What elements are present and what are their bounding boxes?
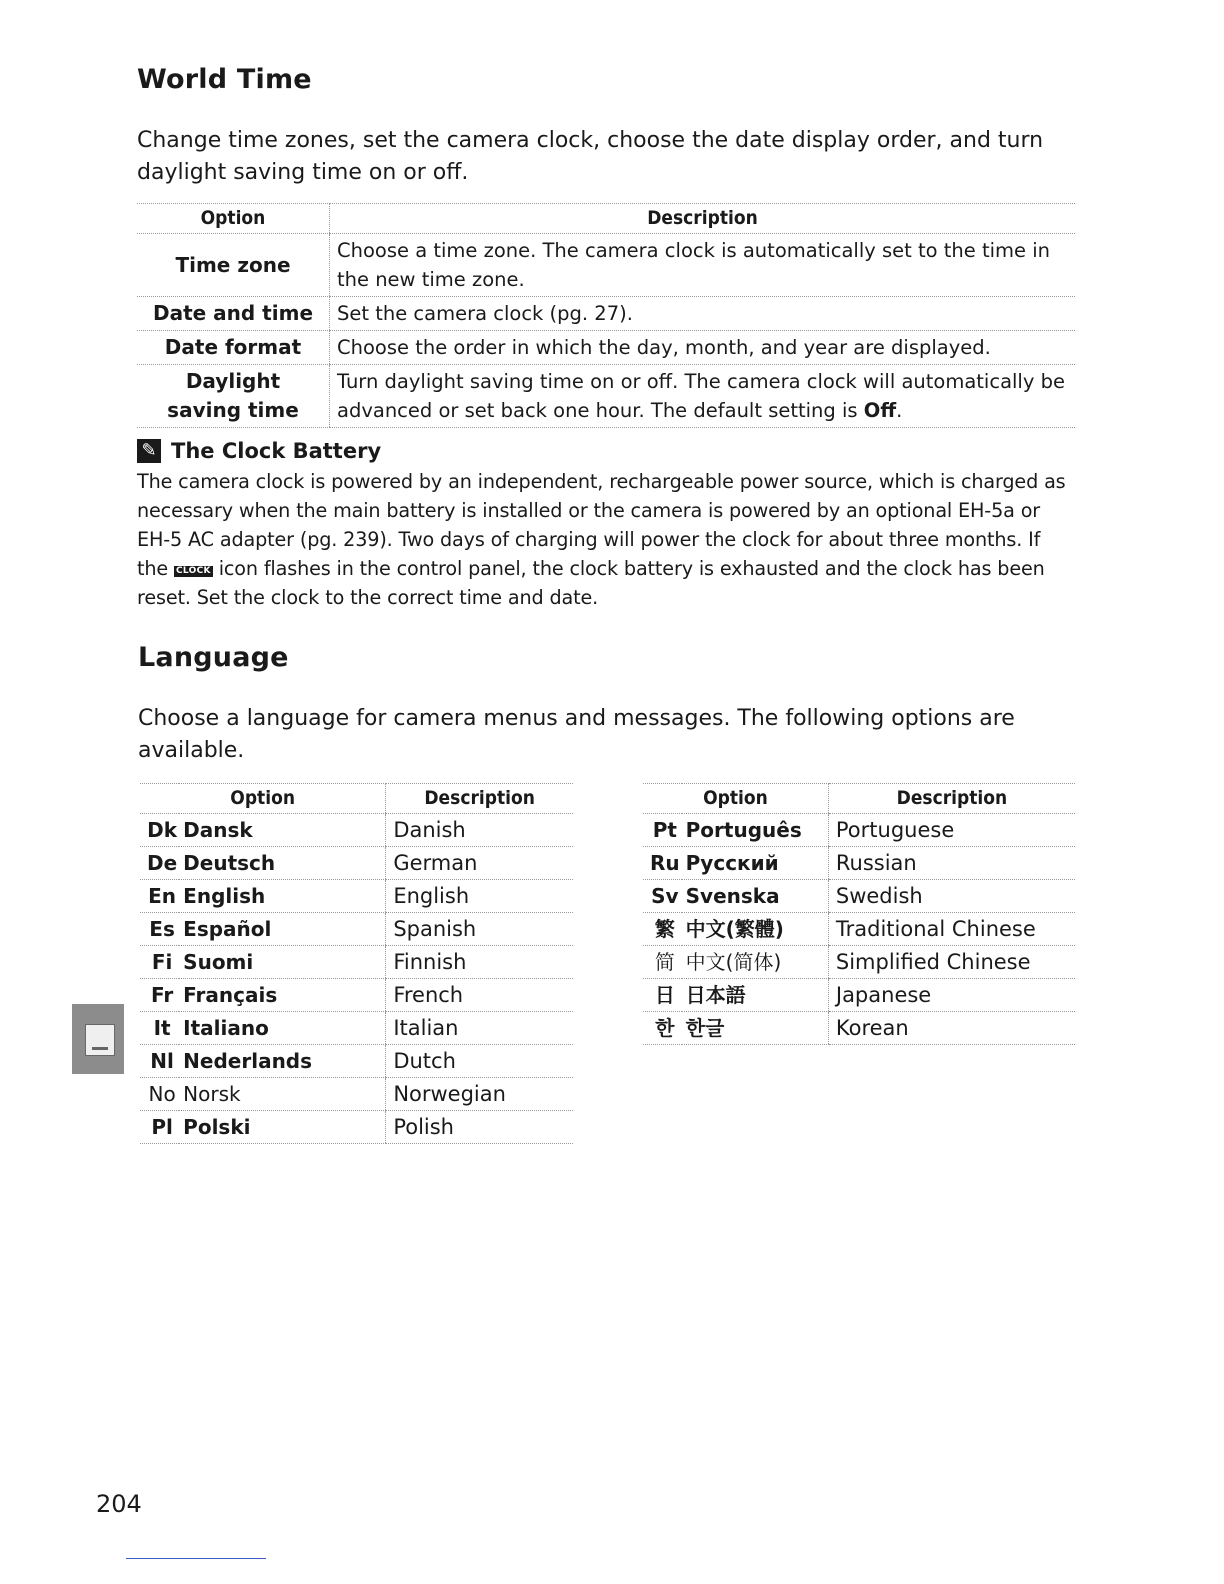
table-row bbox=[140, 913, 573, 946]
note-body-part1: The camera clock is powered by an independent, rechargeable power source, which is charged as necessary when the main battery is installed or the camera is powered by an optional EH-5a or EH-5 AC adapter (pg. 239). Two days of charging will power the clock for about three months. If the bbox=[137, 470, 1066, 580]
language-intro: Choose a language for camera menus and messages. The following options are available. bbox=[138, 706, 1015, 763]
language-name: Русский bbox=[682, 847, 829, 880]
language-table-left bbox=[140, 783, 573, 1144]
note-body-part2: icon flashes in the control panel, the clock battery is exhausted and the clock has been reset. Set the clock to the correct time and date. bbox=[137, 557, 1045, 609]
language-table-right bbox=[643, 783, 1075, 1045]
world-time-title: World Time bbox=[137, 64, 312, 95]
description-header: Description bbox=[386, 784, 573, 814]
table-header-row bbox=[137, 204, 1075, 234]
dst-description-text: Turn daylight saving time on or off. The camera clock will automatically be advanced or set back one hour. The default setting is bbox=[337, 370, 1065, 422]
language-name: Polski bbox=[179, 1111, 386, 1144]
language-name: Svenska bbox=[682, 880, 829, 913]
table-row bbox=[643, 847, 1075, 880]
language-name: Español bbox=[179, 913, 386, 946]
language-description: Norwegian bbox=[386, 1078, 573, 1111]
description-header: Description bbox=[828, 784, 1075, 814]
table-row bbox=[137, 234, 1075, 297]
language-description: Simplified Chinese bbox=[828, 946, 1075, 979]
language-code: Sv bbox=[643, 880, 682, 913]
table-row bbox=[643, 1012, 1075, 1045]
table-row bbox=[140, 1111, 573, 1144]
table-row bbox=[140, 946, 573, 979]
language-description: Swedish bbox=[828, 880, 1075, 913]
language-code: It bbox=[140, 1012, 179, 1045]
language-description: Finnish bbox=[386, 946, 573, 979]
language-title: Language bbox=[138, 642, 289, 673]
language-description: Japanese bbox=[828, 979, 1075, 1012]
language-code: Fi bbox=[140, 946, 179, 979]
table-row bbox=[137, 365, 1075, 428]
table-row bbox=[140, 880, 573, 913]
description-date-format: Choose the order in which the day, month, and year are displayed. bbox=[330, 331, 1076, 365]
language-name: Suomi bbox=[179, 946, 386, 979]
language-description: Traditional Chinese bbox=[828, 913, 1075, 946]
option-daylight-saving-time: Daylight saving time bbox=[137, 365, 330, 428]
language-code: En bbox=[140, 880, 179, 913]
table-row bbox=[137, 331, 1075, 365]
language-code: 日 bbox=[643, 979, 682, 1012]
table-row bbox=[643, 946, 1075, 979]
world-time-intro: Change time zones, set the camera clock, choose the date display order, and turn daylight saving time on or off. bbox=[137, 128, 1044, 185]
language-description: Spanish bbox=[386, 913, 573, 946]
language-name: 日本語 bbox=[682, 979, 829, 1012]
language-name: Italiano bbox=[179, 1012, 386, 1045]
table-row bbox=[643, 913, 1075, 946]
language-code: 한 bbox=[643, 1012, 682, 1045]
table-row bbox=[140, 814, 573, 847]
language-name: Português bbox=[682, 814, 829, 847]
clock-icon: CLOCK bbox=[176, 566, 211, 576]
language-code: Pt bbox=[643, 814, 682, 847]
pencil-icon: ✎ bbox=[137, 439, 161, 463]
language-code: 简 bbox=[643, 946, 682, 979]
table-row bbox=[643, 979, 1075, 1012]
language-description: Russian bbox=[828, 847, 1075, 880]
description-date-and-time: Set the camera clock (pg. 27). bbox=[330, 297, 1076, 331]
language-description: Dutch bbox=[386, 1045, 573, 1078]
language-description: Italian bbox=[386, 1012, 573, 1045]
language-name: Deutsch bbox=[179, 847, 386, 880]
language-description: French bbox=[386, 979, 573, 1012]
language-code: 繁 bbox=[643, 913, 682, 946]
table-row bbox=[643, 814, 1075, 847]
language-description: German bbox=[386, 847, 573, 880]
table-row bbox=[140, 1078, 573, 1111]
note-heading bbox=[137, 437, 1077, 465]
language-name: Dansk bbox=[179, 814, 386, 847]
language-code: Nl bbox=[140, 1045, 179, 1078]
language-description: Portuguese bbox=[828, 814, 1075, 847]
description-header: Description bbox=[330, 204, 1076, 234]
description-daylight-saving-time bbox=[330, 365, 1076, 428]
option-date-and-time: Date and time bbox=[137, 297, 330, 331]
language-code: Fr bbox=[140, 979, 179, 1012]
language-description: Danish bbox=[386, 814, 573, 847]
language-code: Es bbox=[140, 913, 179, 946]
language-name: English bbox=[179, 880, 386, 913]
note-body bbox=[137, 467, 1077, 612]
page-number: 204 bbox=[96, 1490, 142, 1518]
dst-description-end: . bbox=[896, 399, 903, 422]
option-date-format: Date format bbox=[137, 331, 330, 365]
note-title: The Clock Battery bbox=[171, 439, 382, 463]
table-row bbox=[137, 297, 1075, 331]
language-name: Nederlands bbox=[179, 1045, 386, 1078]
table-header-row bbox=[140, 784, 573, 814]
language-name: 中文(繁體) bbox=[682, 913, 829, 946]
language-code: Pl bbox=[140, 1111, 179, 1144]
option-time-zone: Time zone bbox=[137, 234, 330, 297]
language-code: No bbox=[140, 1078, 179, 1111]
option-header: Option bbox=[137, 204, 330, 234]
language-name: Norsk bbox=[179, 1078, 386, 1111]
language-description: Korean bbox=[828, 1012, 1075, 1045]
language-code: De bbox=[140, 847, 179, 880]
option-header: Option bbox=[643, 784, 828, 814]
table-row bbox=[140, 979, 573, 1012]
language-name: 中文(简体) bbox=[682, 946, 829, 979]
language-name: Français bbox=[179, 979, 386, 1012]
world-time-table bbox=[137, 203, 1075, 428]
language-code: Ru bbox=[643, 847, 682, 880]
footer-rule bbox=[126, 1558, 266, 1559]
language-name: 한글 bbox=[682, 1012, 829, 1045]
table-row bbox=[140, 1045, 573, 1078]
table-row bbox=[140, 847, 573, 880]
setup-menu-icon bbox=[85, 1024, 115, 1056]
table-row bbox=[140, 1012, 573, 1045]
clock-battery-note bbox=[137, 437, 1077, 612]
dst-default-value: Off bbox=[863, 399, 897, 422]
option-header: Option bbox=[140, 784, 386, 814]
language-code: Dk bbox=[140, 814, 179, 847]
description-time-zone: Choose a time zone. The camera clock is automatically set to the time in the new time zone. bbox=[330, 234, 1076, 297]
table-row bbox=[643, 880, 1075, 913]
language-description: Polish bbox=[386, 1111, 573, 1144]
table-header-row bbox=[643, 784, 1075, 814]
setup-menu-tab bbox=[72, 1004, 124, 1074]
language-description: English bbox=[386, 880, 573, 913]
